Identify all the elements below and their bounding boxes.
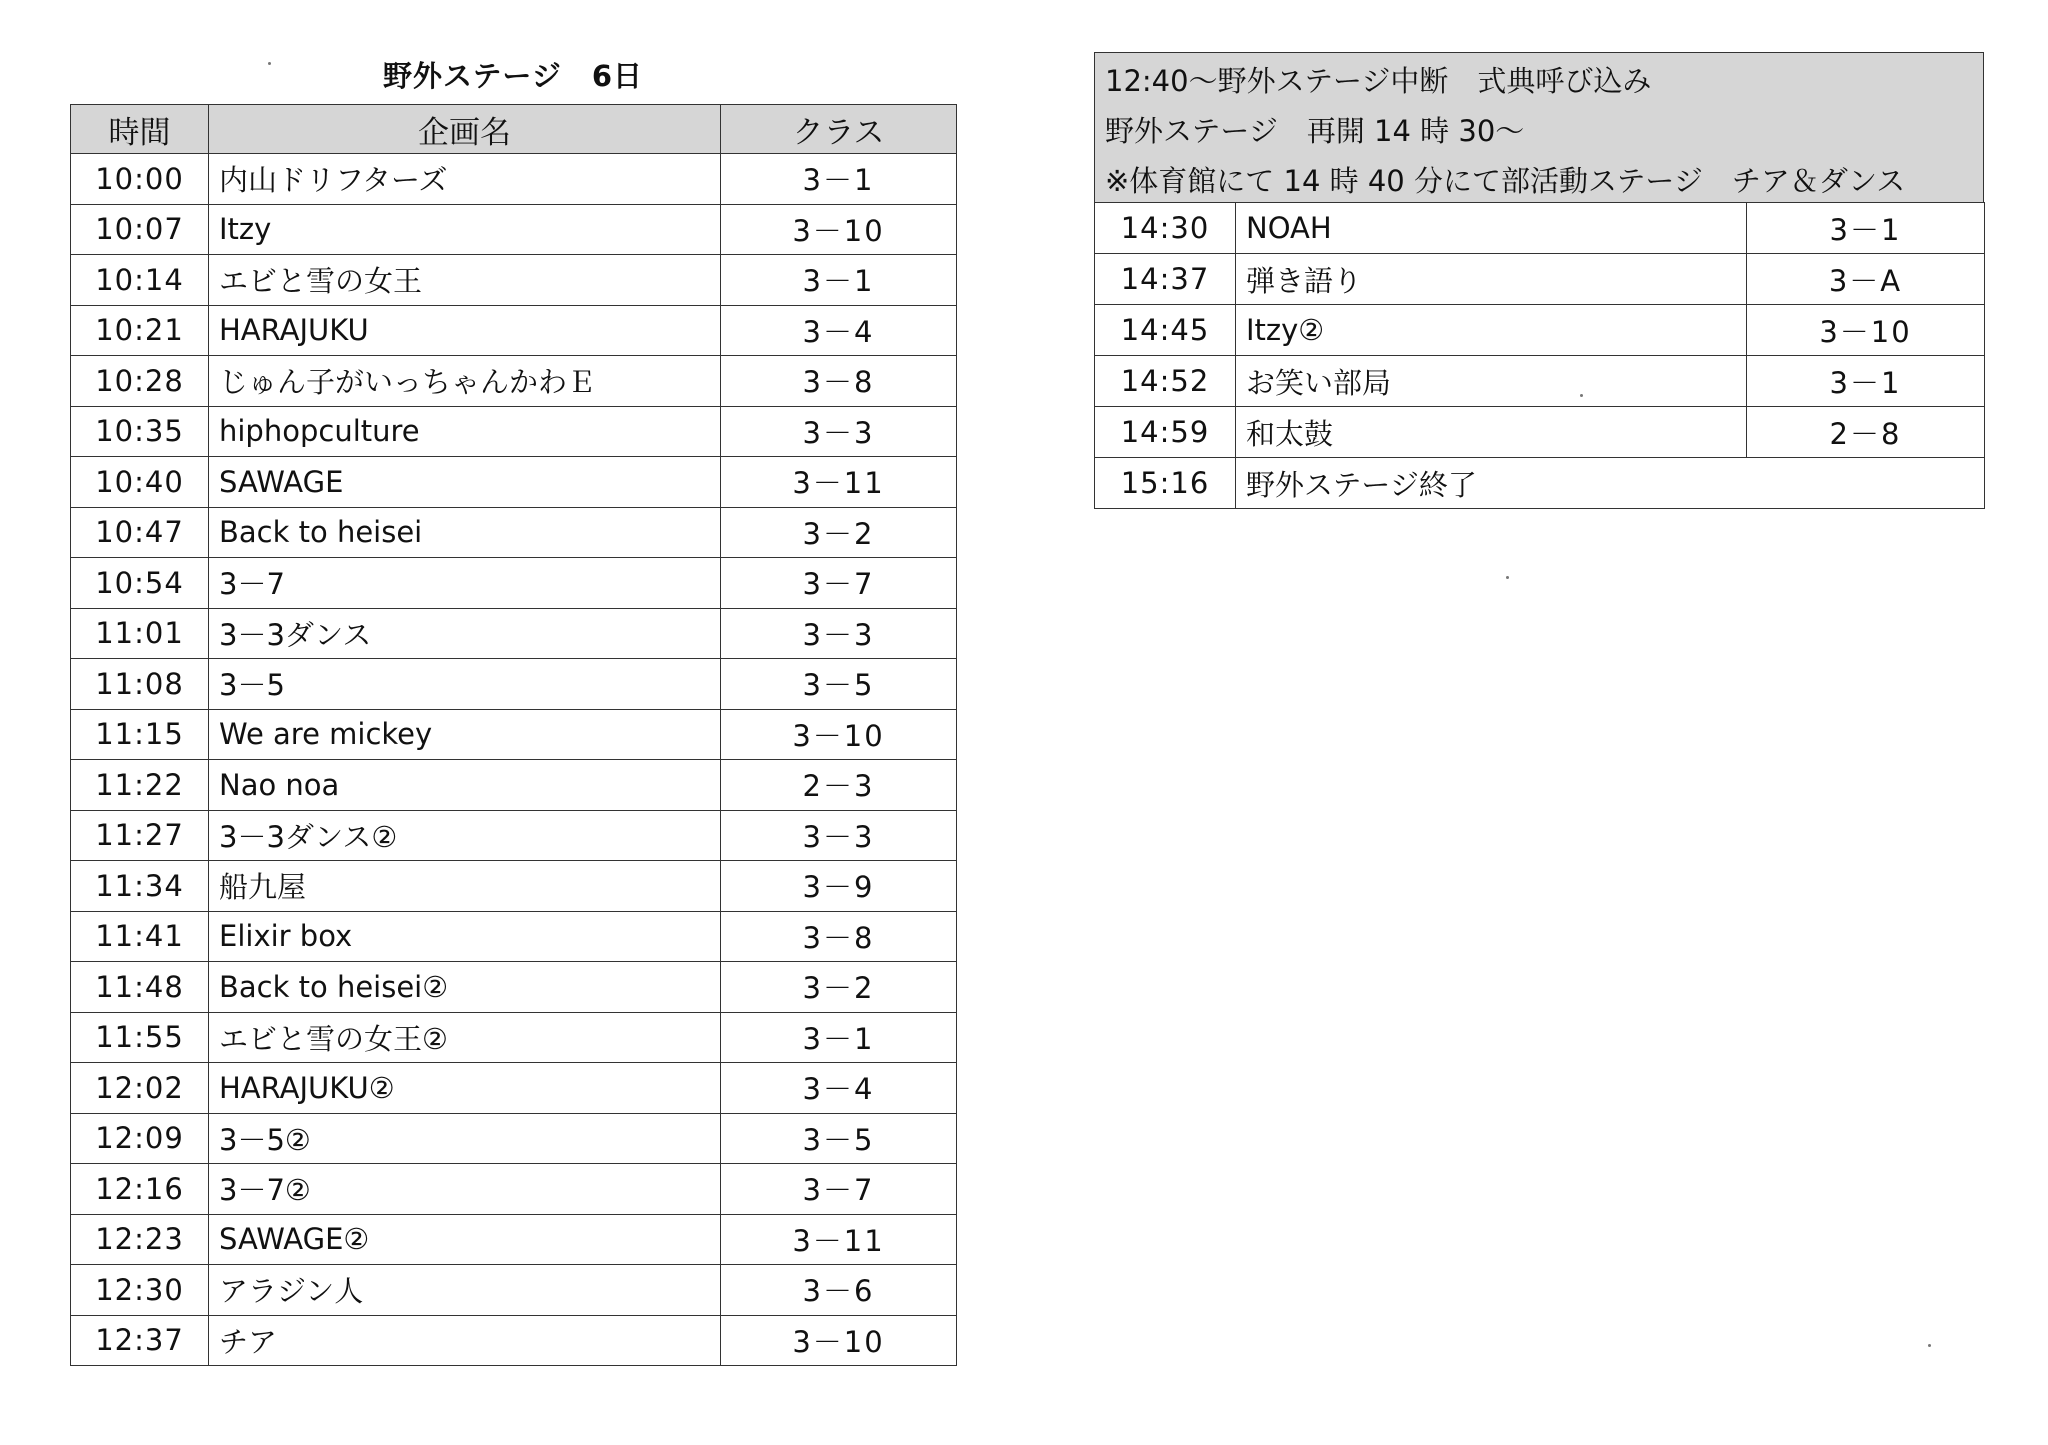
time-cell: 10:47 bbox=[71, 507, 209, 558]
header-name: 企画名 bbox=[209, 105, 721, 154]
table-row bbox=[71, 154, 957, 205]
table-row bbox=[71, 962, 957, 1013]
table-row bbox=[71, 1265, 957, 1316]
program-name-cell: Itzy bbox=[209, 204, 721, 255]
program-name-cell: 3－7② bbox=[209, 1164, 721, 1215]
program-name-cell: 船九屋 bbox=[209, 861, 721, 912]
table-row bbox=[1095, 203, 1985, 254]
table-row bbox=[71, 810, 957, 861]
class-cell: 3－11 bbox=[721, 457, 957, 508]
program-name-cell: 弾き語り bbox=[1236, 254, 1747, 305]
table-row bbox=[71, 608, 957, 659]
table-row bbox=[71, 204, 957, 255]
class-cell: 3－1 bbox=[721, 154, 957, 205]
time-cell: 10:28 bbox=[71, 356, 209, 407]
program-name-cell: エビと雪の女王② bbox=[209, 1012, 721, 1063]
scan-speck bbox=[1928, 1344, 1931, 1347]
class-cell: 3－8 bbox=[721, 356, 957, 407]
class-cell: 3－11 bbox=[721, 1214, 957, 1265]
class-cell: 3－4 bbox=[721, 1063, 957, 1114]
program-name-cell: HARAJUKU bbox=[209, 305, 721, 356]
program-name-cell: SAWAGE② bbox=[209, 1214, 721, 1265]
time-cell: 14:45 bbox=[1095, 305, 1236, 356]
time-cell: 12:16 bbox=[71, 1164, 209, 1215]
program-name-cell: Itzy② bbox=[1236, 305, 1747, 356]
note-line: ※体育館にて 14 時 40 分にて部活動ステージ チア＆ダンス bbox=[1105, 164, 1906, 198]
table-row bbox=[71, 1113, 957, 1164]
class-cell: 3－A bbox=[1747, 254, 1985, 305]
scan-speck bbox=[1580, 394, 1583, 397]
table-row bbox=[1095, 407, 1985, 458]
time-cell: 11:55 bbox=[71, 1012, 209, 1063]
table-row bbox=[71, 1315, 957, 1366]
table-row bbox=[71, 406, 957, 457]
program-name-cell: SAWAGE bbox=[209, 457, 721, 508]
class-cell: 3－1 bbox=[1747, 356, 1985, 407]
time-cell: 11:27 bbox=[71, 810, 209, 861]
program-name-cell: じゅん子がいっちゃんかわＥ bbox=[209, 356, 721, 407]
scan-speck bbox=[268, 62, 271, 65]
time-cell: 14:37 bbox=[1095, 254, 1236, 305]
program-name-cell: Back to heisei② bbox=[209, 962, 721, 1013]
time-cell: 12:30 bbox=[71, 1265, 209, 1316]
time-cell: 11:22 bbox=[71, 760, 209, 811]
time-cell: 14:59 bbox=[1095, 407, 1236, 458]
stage-end-cell: 野外ステージ終了 bbox=[1236, 458, 1985, 509]
class-cell: 3－3 bbox=[721, 810, 957, 861]
class-cell: 3－7 bbox=[721, 558, 957, 609]
program-name-cell: アラジン人 bbox=[209, 1265, 721, 1316]
table-row bbox=[71, 760, 957, 811]
class-cell: 3－5 bbox=[721, 659, 957, 710]
program-name-cell: 和太鼓 bbox=[1236, 407, 1747, 458]
table-header-row bbox=[71, 105, 957, 154]
class-cell: 3－2 bbox=[721, 962, 957, 1013]
table-row bbox=[71, 457, 957, 508]
class-cell: 3－5 bbox=[721, 1113, 957, 1164]
time-cell: 11:34 bbox=[71, 861, 209, 912]
class-cell: 3－10 bbox=[721, 709, 957, 760]
program-name-cell: 3－5② bbox=[209, 1113, 721, 1164]
table-row bbox=[71, 1012, 957, 1063]
time-cell: 10:14 bbox=[71, 255, 209, 306]
class-cell: 3－1 bbox=[1747, 203, 1985, 254]
class-cell: 3－6 bbox=[721, 1265, 957, 1316]
program-name-cell: We are mickey bbox=[209, 709, 721, 760]
class-cell: 3－9 bbox=[721, 861, 957, 912]
time-cell: 10:40 bbox=[71, 457, 209, 508]
table-row bbox=[71, 356, 957, 407]
class-cell: 3－3 bbox=[721, 406, 957, 457]
class-cell: 3－1 bbox=[721, 255, 957, 306]
table-row bbox=[1095, 305, 1985, 356]
interruption-notes bbox=[1094, 52, 1984, 202]
program-name-cell: 3－5 bbox=[209, 659, 721, 710]
afternoon-schedule-table bbox=[1094, 202, 1985, 509]
program-name-cell: チア bbox=[209, 1315, 721, 1366]
program-name-cell: エビと雪の女王 bbox=[209, 255, 721, 306]
note-line: 野外ステージ 再開 14 時 30～ bbox=[1105, 114, 1525, 148]
class-cell: 3－10 bbox=[721, 1315, 957, 1366]
time-cell: 15:16 bbox=[1095, 458, 1236, 509]
time-cell: 12:37 bbox=[71, 1315, 209, 1366]
class-cell: 3－7 bbox=[721, 1164, 957, 1215]
class-cell: 3－8 bbox=[721, 911, 957, 962]
class-cell: 3－1 bbox=[721, 1012, 957, 1063]
time-cell: 10:07 bbox=[71, 204, 209, 255]
note-line: 12:40～野外ステージ中断 式典呼び込み bbox=[1105, 64, 1652, 98]
program-name-cell: 3－3ダンス bbox=[209, 608, 721, 659]
header-time: 時間 bbox=[71, 105, 209, 154]
scan-speck bbox=[1506, 576, 1509, 579]
time-cell: 11:08 bbox=[71, 659, 209, 710]
time-cell: 12:02 bbox=[71, 1063, 209, 1114]
page-title: 野外ステージ 6日 bbox=[382, 59, 644, 93]
table-row bbox=[71, 255, 957, 306]
table-row bbox=[71, 1214, 957, 1265]
end-row bbox=[1095, 458, 1985, 509]
time-cell: 12:23 bbox=[71, 1214, 209, 1265]
class-cell: 3－4 bbox=[721, 305, 957, 356]
class-cell: 3－3 bbox=[721, 608, 957, 659]
time-cell: 10:00 bbox=[71, 154, 209, 205]
program-name-cell: NOAH bbox=[1236, 203, 1747, 254]
time-cell: 11:01 bbox=[71, 608, 209, 659]
class-cell: 3－2 bbox=[721, 507, 957, 558]
program-name-cell: Nao noa bbox=[209, 760, 721, 811]
time-cell: 12:09 bbox=[71, 1113, 209, 1164]
program-name-cell: 内山ドリフターズ bbox=[209, 154, 721, 205]
program-name-cell: 3－7 bbox=[209, 558, 721, 609]
time-cell: 10:35 bbox=[71, 406, 209, 457]
program-name-cell: Elixir box bbox=[209, 911, 721, 962]
header-class: クラス bbox=[721, 105, 957, 154]
time-cell: 14:52 bbox=[1095, 356, 1236, 407]
program-name-cell: Back to heisei bbox=[209, 507, 721, 558]
table-row bbox=[71, 558, 957, 609]
class-cell: 2－3 bbox=[721, 760, 957, 811]
program-name-cell: 3－3ダンス② bbox=[209, 810, 721, 861]
schedule-table bbox=[70, 104, 957, 1366]
table-row bbox=[71, 507, 957, 558]
table-row bbox=[71, 1063, 957, 1114]
table-row bbox=[71, 659, 957, 710]
table-row bbox=[71, 709, 957, 760]
program-name-cell: HARAJUKU② bbox=[209, 1063, 721, 1114]
table-row bbox=[71, 911, 957, 962]
class-cell: 3－10 bbox=[721, 204, 957, 255]
class-cell: 2－8 bbox=[1747, 407, 1985, 458]
table-row bbox=[1095, 254, 1985, 305]
table-row bbox=[1095, 356, 1985, 407]
table-row bbox=[71, 1164, 957, 1215]
time-cell: 11:41 bbox=[71, 911, 209, 962]
class-cell: 3－10 bbox=[1747, 305, 1985, 356]
time-cell: 10:21 bbox=[71, 305, 209, 356]
table-row bbox=[71, 305, 957, 356]
time-cell: 11:48 bbox=[71, 962, 209, 1013]
time-cell: 11:15 bbox=[71, 709, 209, 760]
program-name-cell: お笑い部局 bbox=[1236, 356, 1747, 407]
table-row bbox=[71, 861, 957, 912]
time-cell: 10:54 bbox=[71, 558, 209, 609]
time-cell: 14:30 bbox=[1095, 203, 1236, 254]
program-name-cell: hiphopculture bbox=[209, 406, 721, 457]
